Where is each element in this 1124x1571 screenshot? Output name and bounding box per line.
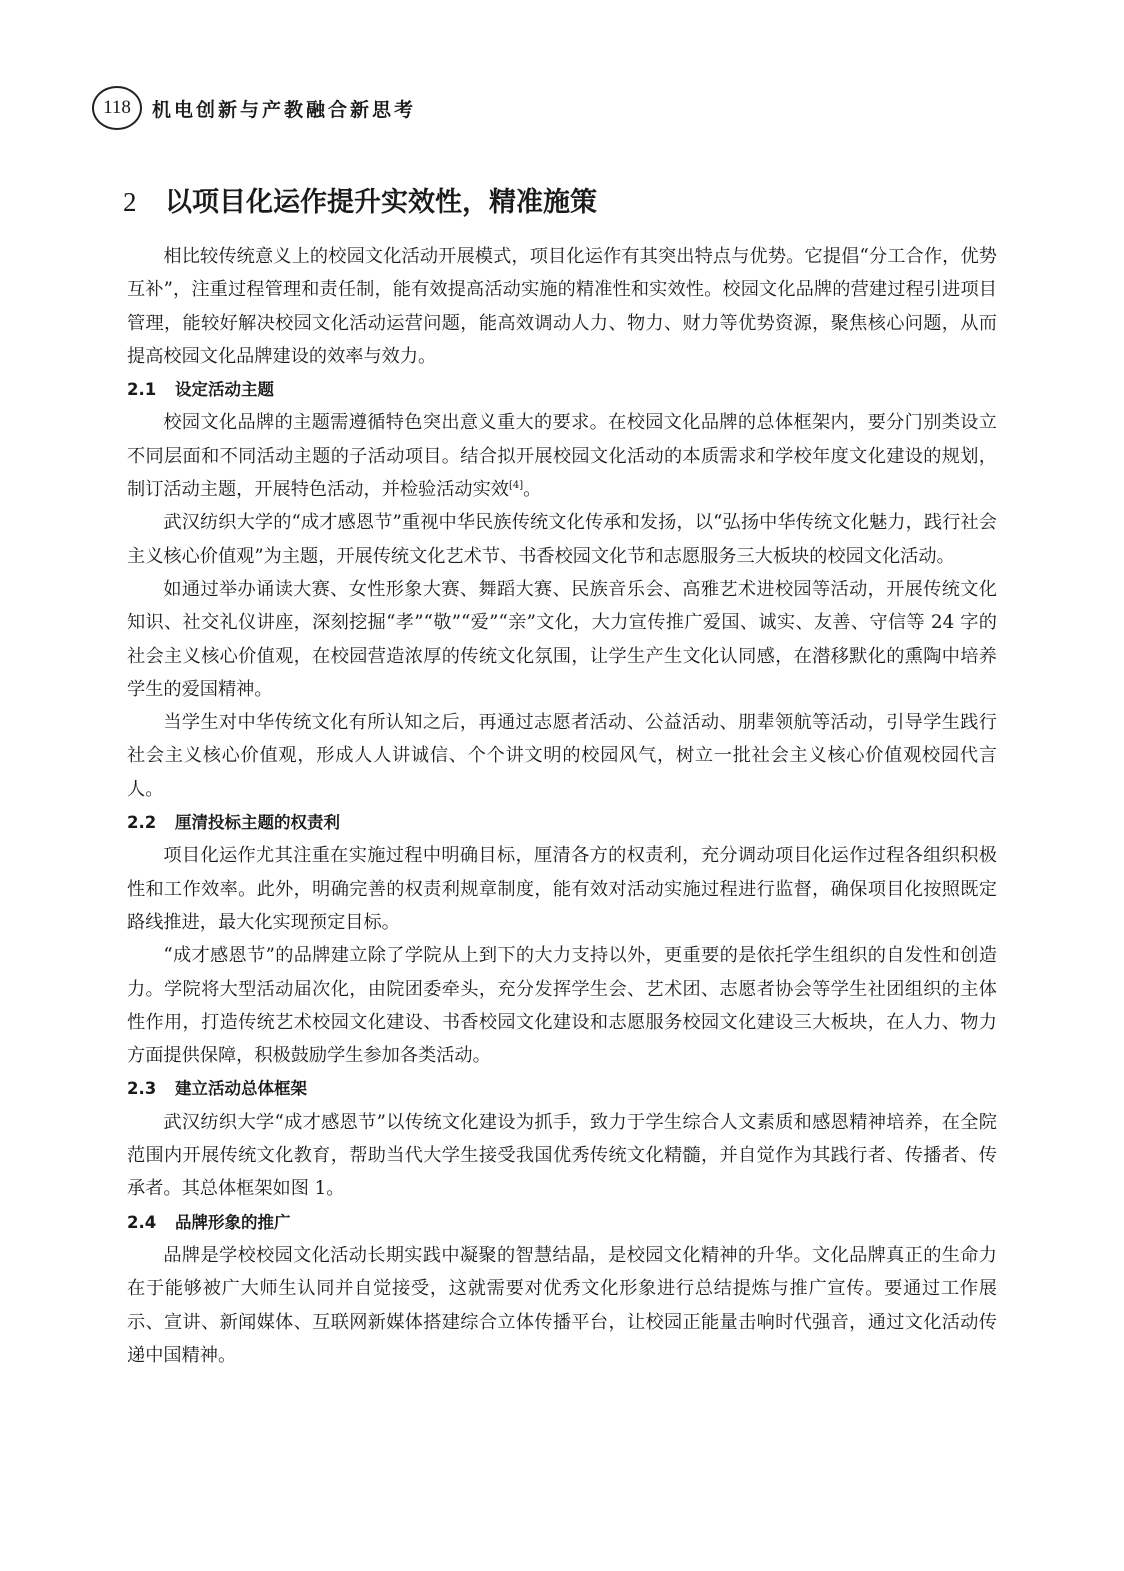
section-number: 2 [123, 187, 137, 217]
paragraph-end: 。 [523, 479, 542, 501]
subsection-number: 2.2 [127, 813, 157, 833]
subsection-number: 2.1 [127, 380, 157, 400]
subsection-heading-2-2 [127, 806, 997, 839]
paragraph: 武汉纺织大学的“成才感恩节”重视中华民族传统文化传承和发扬，以“弘扬中华传统文化魅力，践行社会主义核心价值观”为主题，开展传统文化艺术节、书香校园文化节和志愿服务三大板块的校园文化活动。 [127, 512, 997, 567]
body-text [127, 240, 997, 1372]
intro-paragraph: 相比较传统意义上的校园文化活动开展模式，项目化运作有其突出特点与优势。它提倡“分工合作，优势互补”，注重过程管理和责任制，能有效提高活动实施的精准性和实效性。校园文化品牌的营建过程引进项目管理，能较好解决校园文化活动运营问题，能高效调动人力、物力、财力等优势资源，聚焦核心问题，从而提高校园文化品牌建设的效率与效力。 [127, 246, 997, 367]
subsection-number: 2.3 [127, 1079, 157, 1099]
subsection-title: 设定活动主题 [175, 380, 274, 400]
paragraph: 当学生对中华传统文化有所认知之后，再通过志愿者活动、公益活动、朋辈领航等活动，引导学生践行社会主义核心价值观，形成人人讲诚信、个个讲文明的校园风气，树立一批社会主义核心价值观校园代言人。 [127, 712, 997, 800]
subsection-title: 建立活动总体框架 [175, 1079, 307, 1099]
paragraph-text: 校园文化品牌的主题需遵循特色突出意义重大的要求。在校园文化品牌的总体框架内，要分门别类设立不同层面和不同活动主题的子活动项目。结合拟开展校园文化活动的本质需求和学校年度文化建设的规划，制订活动主题，开展特色活动，并检验活动实效 [127, 412, 997, 501]
paragraph: 武汉纺织大学“成才感恩节”以传统文化建设为抓手，致力于学生综合人文素质和感恩精神培养，在全院范围内开展传统文化教育，帮助当代大学生接受我国优秀传统文化精髓，并自觉作为其践行者、传播者、传承者。其总体框架如图 1。 [127, 1111, 997, 1200]
page-number: 118 [92, 86, 142, 130]
paragraph [127, 406, 997, 506]
subsection-number: 2.4 [127, 1212, 157, 1232]
paragraph: 如通过举办诵读大赛、女性形象大赛、舞蹈大赛、民族音乐会、高雅艺术进校园等活动，开展传统文化知识、社交礼仪讲座，深刻挖掘“孝”“敬”“爱”“亲”文化，大力宣传推广爱国、诚实、友善、守信等 24 字的社会主义核心价值观，在校园营造浓厚的传统文化氛围，让学生产生文化认同感，在潜移默化的熏陶中培养学生的爱国精神。 [127, 578, 997, 700]
subsection-heading-2-1 [127, 373, 997, 406]
running-title: 机电创新与产教融合新思考 [152, 98, 417, 121]
subsection-title: 品牌形象的推广 [175, 1212, 291, 1232]
section-title: 以项目化运作提升实效性，精准施策 [165, 187, 597, 218]
paragraph: 品牌是学校校园文化活动长期实践中凝聚的智慧结晶，是校园文化精神的升华。文化品牌真正的生命力在于能够被广大师生认同并自觉接受，这就需要对优秀文化形象进行总结提炼与推广宣传。要通过工作展示、宣讲、新闻媒体、互联网新媒体搭建综合立体传播平台，让校园正能量击响时代强音，通过文化活动传递中国精神。 [127, 1244, 997, 1366]
paragraph: 项目化运作尤其注重在实施过程中明确目标，厘清各方的权责利，充分调动项目化运作过程各组织积极性和工作效率。此外，明确完善的权责利规章制度，能有效对活动实施过程进行监督，确保项目化按照既定路线推进，最大化实现预定目标。 [127, 845, 997, 933]
page-header [92, 86, 416, 130]
section-heading [123, 180, 597, 219]
subsection-heading-2-3 [127, 1072, 997, 1105]
paragraph: “成才感恩节”的品牌建立除了学院从上到下的大力支持以外，更重要的是依托学生组织的自发性和创造力。学院将大型活动届次化，由院团委牵头，充分发挥学生会、艺术团、志愿者协会等学生社团组织的主体性作用，打造传统艺术校园文化建设、书香校园文化建设和志愿服务校园文化建设三大板块，在人力、物力方面提供保障，积极鼓励学生参加各类活动。 [127, 945, 997, 1067]
subsection-title: 厘清投标主题的权责利 [175, 813, 340, 833]
citation: [4] [508, 480, 524, 492]
subsection-heading-2-4 [127, 1206, 997, 1239]
